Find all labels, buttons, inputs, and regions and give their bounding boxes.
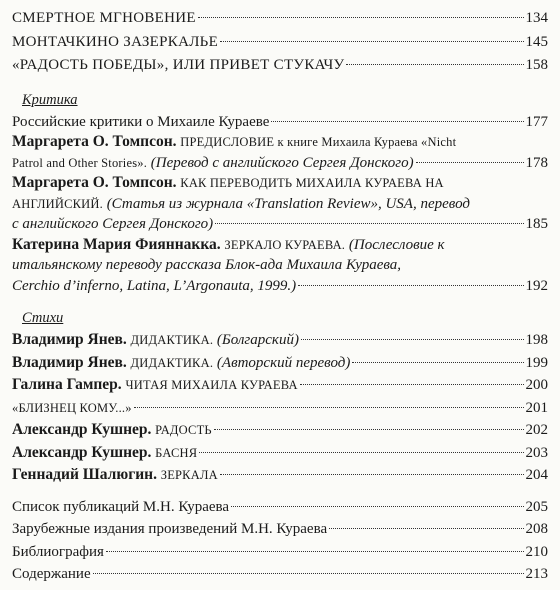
entry-note-cont: Cerchio d’inferno, Latina, L’Argonauta, 1999.) [12, 277, 297, 294]
toc-entry [12, 353, 548, 374]
toc-entry [12, 398, 548, 419]
dot-leader [134, 407, 524, 408]
toc-entry [12, 542, 548, 563]
toc-entry [12, 375, 548, 396]
section-heading-poems: Стихи [22, 310, 64, 326]
dot-leader [298, 285, 523, 286]
entry-title: «БЛИЗНЕЦ КОМУ...» [12, 400, 132, 415]
entry-title: Российские критики о Михаиле Кураеве [12, 113, 270, 130]
entry-note: (Послесловие к [348, 236, 445, 253]
page-number: 158 [525, 57, 548, 73]
page-number: 185 [525, 216, 548, 232]
entry-title-cont: Patrol and Other Stories». [12, 155, 148, 170]
toc-entry [12, 443, 548, 464]
page-number: 205 [525, 498, 548, 515]
dot-leader [346, 64, 523, 65]
dot-leader [300, 384, 524, 385]
entry-title: Зарубежные издания произведений М.Н. Кураева [12, 521, 328, 537]
dot-leader [329, 528, 523, 529]
entry-author: Владимир Янев. [12, 353, 127, 371]
entry-note: (Перевод с английского Сергея Донского) [150, 154, 414, 171]
dot-leader [231, 506, 523, 507]
toc-entry [12, 519, 548, 540]
entry-note: (Статья из журнала «Translation Review», USA, перевод [106, 195, 470, 212]
entry-title: РАДОСТЬ [155, 423, 212, 437]
entry-title: Библиография [12, 543, 104, 560]
dot-leader [215, 223, 523, 224]
entry-author: Александр Кушнер. [12, 421, 152, 438]
entry-author: Галина Гампер. [12, 376, 122, 393]
entry-author: Катерина Мария Фияннакка. [12, 235, 221, 253]
toc-entry [12, 564, 548, 585]
entry-author: Александр Кушнер. [12, 443, 152, 461]
dot-leader [106, 551, 524, 552]
page-number: 177 [525, 113, 548, 130]
page-number: 192 [525, 277, 548, 294]
section-heading-critique: Критика [22, 91, 78, 108]
page-number: 201 [525, 399, 548, 416]
entry-title: ЧИТАЯ МИХАИЛА КУРАЕВА [125, 378, 298, 392]
page-number: 210 [525, 543, 548, 560]
entry-note-cont: итальянскому переводу рассказа Блок-ада Михаила Кураева, [12, 257, 402, 273]
dot-leader [271, 121, 523, 122]
entry-author: Владимир Янев. [12, 331, 127, 348]
page-number: 145 [525, 33, 548, 50]
dot-leader [198, 17, 524, 18]
table-of-contents [12, 8, 548, 585]
entry-note: (Авторский перевод) [216, 354, 351, 371]
toc-entry [12, 112, 548, 133]
entry-title: ДИДАКТИКА. [130, 355, 214, 370]
dot-leader [199, 452, 523, 453]
entry-author: Маргарета О. Томпсон. [12, 133, 177, 150]
toc-entry [12, 465, 548, 486]
toc-entry [12, 330, 548, 351]
page-number: 178 [525, 154, 548, 171]
entry-title: ПРЕДИСЛОВИЕ к книге Михаила Кураева «Nicht [180, 135, 457, 149]
page-number: 203 [525, 444, 548, 461]
dot-leader [220, 474, 524, 475]
entry-note: (Болгарский) [216, 332, 299, 348]
toc-entry [12, 497, 548, 518]
page-number: 134 [525, 10, 548, 26]
toc-entry [12, 32, 548, 53]
entry-title: «РАДОСТЬ ПОБЕДЫ», ИЛИ ПРИВЕТ СТУКАЧУ [12, 57, 345, 73]
entry-title: ДИДАКТИКА. [130, 333, 214, 347]
entry-title: Список публикаций М.Н. Кураева [12, 498, 230, 515]
dot-leader [220, 41, 523, 42]
entry-title: Содержание [12, 566, 91, 582]
toc-entry [12, 8, 548, 29]
page-number: 200 [525, 377, 548, 393]
dot-leader [301, 339, 524, 340]
page-number: 208 [525, 521, 548, 537]
toc-entry [12, 235, 548, 297]
dot-leader [214, 429, 524, 430]
page-number: 198 [525, 332, 548, 348]
entry-title: КАК ПЕРЕВОДИТЬ МИХАИЛА КУРАЕВА НА [180, 176, 444, 190]
dot-leader [352, 362, 523, 363]
dot-leader [416, 162, 524, 163]
entry-title-cont: АНГЛИЙСКИЙ. [12, 196, 103, 211]
entry-note-cont: с английского Сергея Донского) [12, 216, 214, 232]
page-number: 202 [525, 422, 548, 438]
entry-title: ЗЕРКАЛО КУРАЕВА. [224, 237, 346, 252]
entry-title: СМЕРТНОЕ МГНОВЕНИЕ [12, 10, 196, 26]
page-number: 204 [525, 467, 548, 483]
spacer [12, 486, 548, 495]
entry-author: Маргарета О. Томпсон. [12, 174, 177, 191]
dot-leader [93, 573, 524, 574]
toc-entry [12, 420, 548, 441]
toc-entry [12, 132, 548, 173]
toc-entry [12, 173, 548, 235]
entry-title: БАСНЯ [155, 445, 198, 460]
entry-title: МОНТАЧКИНО ЗАЗЕРКАЛЬЕ [12, 33, 219, 50]
toc-entry [12, 55, 548, 76]
page-number: 199 [525, 354, 548, 371]
entry-title: ЗЕРКАЛА [160, 468, 218, 482]
page-number: 213 [525, 566, 548, 582]
entry-author: Геннадий Шалюгин. [12, 466, 157, 483]
